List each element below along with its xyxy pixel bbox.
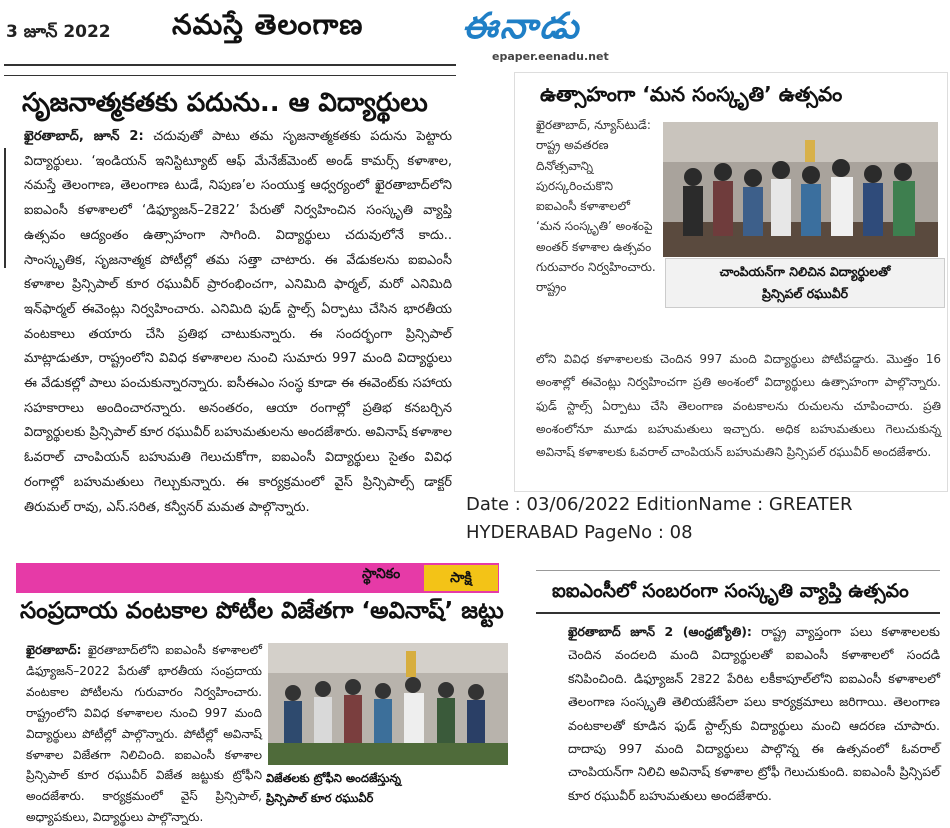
- article4-headline: ఐఐఎంసీలో సంబరంగా సంస్కృతి వ్యాప్తి ఉత్సవం: [552, 580, 909, 602]
- edition-date: 3 జూన్ 2022: [6, 22, 111, 42]
- paper-name: నమస్తే తెలంగాణ: [172, 8, 364, 41]
- article3-dateline: ఖైరతాబాద్:: [26, 643, 82, 657]
- article1-left-rule: [4, 148, 6, 268]
- article4-top-rule: [536, 570, 940, 571]
- article3-body: [26, 640, 262, 828]
- group-photo-icon: [663, 122, 938, 257]
- article4-head-rule: [536, 612, 940, 614]
- article2-caption-line1: చాంపియన్‌గా నిలిచిన విద్యార్థులతో: [719, 264, 891, 279]
- article2-meta-line1: Date : 03/06/2022 EditionName : GREATER: [466, 494, 853, 515]
- article2-caption: [665, 258, 945, 308]
- article2-headline: ఉత్సాహంగా ‘మన సంస్కృతి’ ఉత్సవం: [540, 82, 843, 106]
- article1-dateline: ఖైరతాబాద్, జూన్ 2:: [24, 129, 144, 144]
- trophy-photo-icon: [268, 643, 508, 765]
- article1-body: [24, 125, 452, 520]
- article4-body: [568, 620, 940, 807]
- article3-caption-line1: విజేతలకు ట్రోఫీని అందజేస్తున్న: [266, 771, 401, 785]
- article1-text: చదువుతో పాటు తమ సృజనాత్మకతకు పదును పెట్టారు విద్యార్థులు. ‘ఇండియన్ ఇనిస్టిట్యూట్ ఆఫ్ మేనేజ్‌మెంట్ అండ్ కామర్స్ కళాశాల, నమస్తే తెలంగాణ, తెలంగాణ టుడే, నిపుణ’ల సంయుక్త ఆధ్వర్యంలో ఖైరతాబాద్‌లోని ఐఐఎంసీ కళాశాలలో ‘డిఫ్యూజన్–2కె22’ పేరుతో నిర్వహించిన సంస్కృతి వ్యాప్తి ఉత్సవం ఆద్యంతం ఉత్సాహంగా సాగింది. విద్యార్థులు చదువులోనే కాదు.. సాంస్కృతిక, సృజనాత్మక పోటీల్లో తమ సత్తా చాటారు. ఈ వేడుకలను ఐఐఎంసీ కళాశాల ప్రిన్సిపాల్ కూర రఘువీర్ ప్రారంభించగా, ఎనిమిది ఫార్మల్, మరో ఎనిమిది ఇన్‌ఫార్మల్ ఈవెంట్లు నిర్వహించారు. ఎనిమిది ఫుడ్ స్టాల్స్ ఏర్పాటు చేసిన భారతీయ వంటకాలు తయారు చేసి ప్రతిభ చాటుకున్నారు. ఈ సందర్భంగా ప్రిన్సిపాల్ మాట్లాడుతూ, రాష్ట్రంలోని వివిధ కళాశాలల నుంచి సుమారు 997 మంది విద్యార్థులు ఈ వేడుకల్లో పాలు పంచుకున్నారన్నారు. ఐసీఈఎం సంస్థ కూడా ఈ ఈవెంట్‌కు సహాయ సహకారాలు అందించారన్నారు. అనంతరం, ఆయా రంగాల్లో ప్రతిభ కనబర్చిన విద్యార్థులకు ప్రిన్సిపాల్ కూర రఘువీర్ బహుమతులను అందజేశారు. అవినాష్ కళాశాల ఓవరాల్ చాంపియన్ బహుమతి గెలుచుకోగా, ఐఐఎంసీ విద్యార్థులు సైతం వివిధ రంగాల్లో బహుమతులు గెల్చుకున్నారు. ఈ కార్యక్రమంలో వైస్ ప్రిన్సిపాల్స్ డాక్టర్ తిరుమల్ రావు, ఎస్.సరిత, కన్వీనర్ మమత పాల్గొన్నారు.: [24, 129, 452, 515]
- sakshi-logo: సాక్షి: [424, 565, 498, 591]
- article3-caption: [266, 768, 401, 808]
- article2-caption-line2: ప్రిన్సిపల్ రఘువీర్: [761, 286, 849, 301]
- article3-caption-line2: ప్రిన్సిపాల్ కూర రఘువీర్: [266, 791, 374, 805]
- article2-meta-line2: HYDERABAD PageNo : 08: [466, 522, 693, 543]
- article3-headline: సంప్రదాయ వంటకాల పోటీల విజేతగా ‘అవినాష్’ జట్టు: [20, 598, 504, 624]
- article4-dateline: ఖైరతాబాద్ జూన్ 2 (ఆంధ్రజ్యోతి):: [568, 624, 752, 639]
- header-rule: [4, 64, 456, 66]
- article2-photo: [663, 122, 938, 257]
- eenadu-logo: ఈనాడు: [462, 6, 581, 47]
- article2-body: లోని వివిధ కళాశాలలకు చెందిన 997 మంది విద్యార్థులు పోటీపడ్డారు. మొత్తం 16 అంశాల్లో ఈవెంట్లు నిర్వహించగా ప్రతి అంశంలో విద్యార్థులు ఉత్సాహంగా పాల్గొన్నారు. ఫుడ్ స్టాల్స్ ఏర్పాటు చేసి తెలంగాణ వంటకాలను రుచులను చూపించారు. ప్రతి అంశంలోనూ మూడు బహుమతులు ఇచ్చారు. అధిక బహుమతులు గెలుచుకున్న అవినాష్ కళాశాలకు ఓవరాల్ చాంపియన్ బహుమతిని ప్రిన్సిపల్ రఘువీర్ అందజేశారు.: [536, 352, 941, 460]
- header-rule-lower: [4, 75, 456, 76]
- article3-text: ఖైరతాబాద్‌లోని ఐఐఎంసీ కళాశాలలో డిఫ్యూజన్–2022 పేరుతో భారతీయ సంప్రదాయ వంటకాల పోటీలను గురువారం నిర్వహించారు. రాష్ట్రంలోని వివిధ కళాశాలల నుంచి 997 మంది విద్యార్థులు పోటీల్లో పాల్గొన్నారు. పోటీల్లో అవినాష్ కళాశాల విజేతగా నిలిచింది. ఐఐఎంసీ కళాశాల ప్రిన్సిపాల్ కూర రఘువీర్ విజేత జట్టుకు ట్రోఫీని అందజేశారు. కార్యక్రమంలో వైస్ ప్రిన్సిపాల్, అధ్యాపకులు, విద్యార్థులు పాల్గొన్నారు.: [26, 643, 262, 825]
- sakshi-section-label: స్థానికం: [362, 566, 401, 582]
- article2-lead: ఖైరతాబాద్, న్యూస్‌టుడే: రాష్ట్ర అవతరణ దినోత్సవాన్ని పురస్కరించుకొని ఐఐఎంసీ కళాశాలలో ‘మన సంస్కృతి’ అంశంపై అంతర్ కళాశాల ఉత్సవం గురువారం నిర్వహించారు. రాష్ట్రం: [536, 118, 656, 295]
- eenadu-url: epaper.eenadu.net: [492, 50, 609, 63]
- article4-text: రాష్ట్ర వ్యాప్తంగా పలు కళాశాలలకు చెందిన వందలది మంది విద్యార్థులతో ఐఐఎంసీ కళాశాలలో సందడి కనిపించింది. డిఫ్యూజన్ 2కె22 పేరిట లకీకాపూల్‌లోని ఐఐఎంసీ కళాశాలలో తెలంగాణ సంస్కృతి తెలియజేసేలా పలు కార్యక్రమాలు జరిగాయి. తెలంగాణ వంటకాలతో కూడిన ఫుడ్ స్టాల్స్‌కు విద్యార్థులు మంచి ఆదరణ చూపారు. దాదాపు 997 మంది విద్యార్థులు పాల్గొన్న ఈ ఉత్సవంలో ఓవరాల్ చాంపియన్‌గా నిలిచి అవినాష్ కళాశాల ట్రోఫీ గెలుచుకుంది. ఐఐఎంసీ ప్రిన్సిపల్ కూర రఘువీర్ బహుమతులు అందజేశారు.: [568, 624, 940, 803]
- article3-photo: [268, 643, 508, 765]
- article1-headline: సృజనాత్మకతకు పదును.. ఆ విద్యార్థులు: [22, 88, 428, 118]
